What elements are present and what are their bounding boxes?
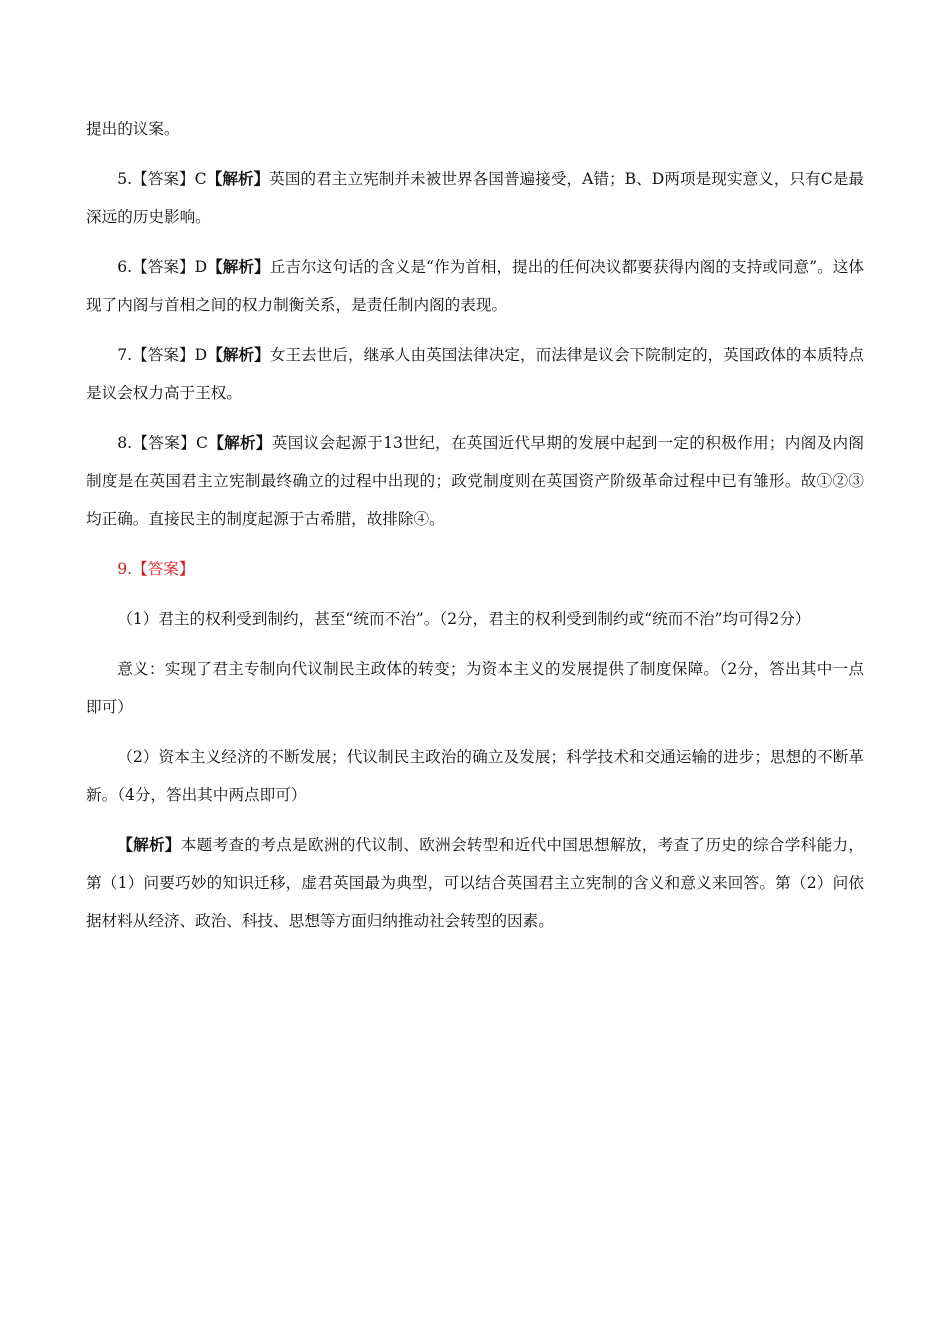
paragraph-q6 [86, 248, 864, 324]
text-run: 本题考查的考点是欧洲的代议制、欧洲会转型和近代中国思想解放，考查了历史的综合学科能力，第（1）问要巧妙的知识迁移，虚君英国最为典型，可以结合英国君主立宪制的含义和意义来回答。第（2）问依据材料从经济、政治、科技、思想等方面归纳推动社会转型的因素。 [86, 836, 864, 930]
paragraph-q9 [86, 550, 864, 588]
paragraph-q8 [86, 424, 864, 538]
paragraph-p0 [86, 110, 864, 148]
analysis-label: 【解析】 [207, 433, 272, 452]
paragraph-q7 [86, 336, 864, 412]
text-run: 英国的君主立宪制并未被世界各国普遍接受，A错；B、D两项是现实意义，只有C是最深远的历史影响。 [86, 170, 864, 226]
analysis-label: 【解析】 [117, 835, 181, 854]
answer-analysis-content [86, 110, 864, 940]
answer-heading: 9.【答案】 [117, 560, 195, 578]
text-run: （1）君主的权利受到制约，甚至“统而不治”。（2分，君主的权利受到制约或“统而不治”均可得2分） [117, 610, 811, 628]
paragraph-q9-2 [86, 738, 864, 814]
text-run: 7.【答案】D [117, 346, 208, 364]
text-run: 丘吉尔这句话的含义是“作为首相，提出的任何决议都要获得内阁的支持或同意”。这体现了内阁与首相之间的权力制衡关系，是责任制内阁的表现。 [86, 258, 864, 314]
analysis-label: 【解析】 [207, 345, 270, 364]
text-run: 8.【答案】C [117, 434, 208, 452]
text-run: 提出的议案。 [86, 120, 180, 138]
paragraph-q9-1 [86, 600, 864, 638]
text-run: 意义：实现了君主专制向代议制民主政体的转变；为资本主义的发展提供了制度保障。（2分，答出其中一点即可） [86, 660, 864, 716]
paragraph-q9-yiyi [86, 650, 864, 726]
paragraph-q5 [86, 160, 864, 236]
text-run: 女王去世后，继承人由英国法律决定，而法律是议会下院制定的，英国政体的本质特点是议会权力高于王权。 [86, 346, 864, 402]
text-run: 英国议会起源于13世纪，在英国近代早期的发展中起到一定的积极作用；内阁及内阁制度是在英国君主立宪制最终确立的过程中出现的；政党制度则在英国资产阶级革命过程中已有雏形。故①②③均正确。直接民主的制度起源于古希腊，故排除④。 [86, 434, 864, 528]
analysis-label: 【解析】 [207, 257, 270, 276]
analysis-label: 【解析】 [206, 169, 270, 188]
text-run: （2）资本主义经济的不断发展；代议制民主政治的确立及发展；科学技术和交通运输的进步；思想的不断革新。（4分，答出其中两点即可） [86, 748, 864, 804]
text-run: 6.【答案】D [117, 258, 208, 276]
paragraph-q9-jiexi [86, 826, 864, 940]
text-run: 5.【答案】C [117, 170, 207, 188]
